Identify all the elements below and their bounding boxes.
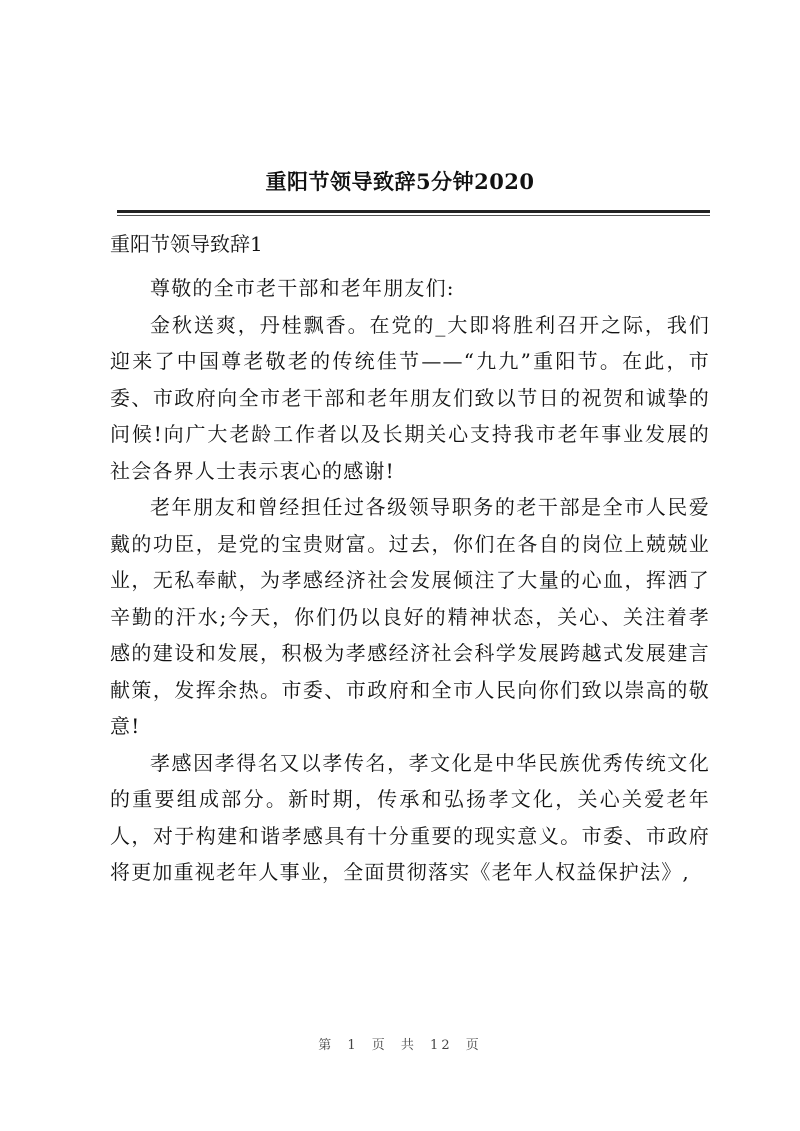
title-divider <box>117 210 710 213</box>
body-paragraph: 金秋送爽，丹桂飘香。在党的_大即将胜利召开之际，我们迎来了中国尊老敬老的传统佳节——“九九”重阳节。在此，市委、市政府向全市老干部和老年朋友们致以节日的祝贺和诚挚的问候!向广大老龄工作者以及长期关心支持我市老年事业发展的社会各界人士表示衷心的感谢! <box>110 312 710 483</box>
section-heading: 重阳节领导致辞1 <box>110 232 263 256</box>
page-number-footer: 第 1 页 共 12 页 <box>318 1038 482 1053</box>
document-body <box>110 270 710 891</box>
title-divider-thin <box>117 215 710 216</box>
page-title: 重阳节领导致辞5分钟2020 <box>265 169 535 194</box>
body-paragraph: 老年朋友和曾经担任过各级领导职务的老干部是全市人民爱戴的功臣，是党的宝贵财富。过去，你们在各自的岗位上兢兢业业，无私奉献，为孝感经济社会发展倾注了大量的心血，挥洒了辛勤的汗水;今天，你们仍以良好的精神状态，关心、关注着孝感的建设和发展，积极为孝感经济社会科学发展跨越式发展建言献策，发挥余热。市委、市政府和全市人民向你们致以崇高的敬意! <box>110 495 710 738</box>
greeting-paragraph: 尊敬的全市老干部和老年朋友们: <box>150 276 455 300</box>
body-paragraph: 孝感因孝得名又以孝传名，孝文化是中华民族优秀传统文化的重要组成部分。新时期，传承和弘扬孝文化，关心关爱老年人，对于构建和谐孝感具有十分重要的现实意义。市委、市政府将更加重视老年人事业，全面贯彻落实《老年人权益保护法》, <box>110 750 710 884</box>
